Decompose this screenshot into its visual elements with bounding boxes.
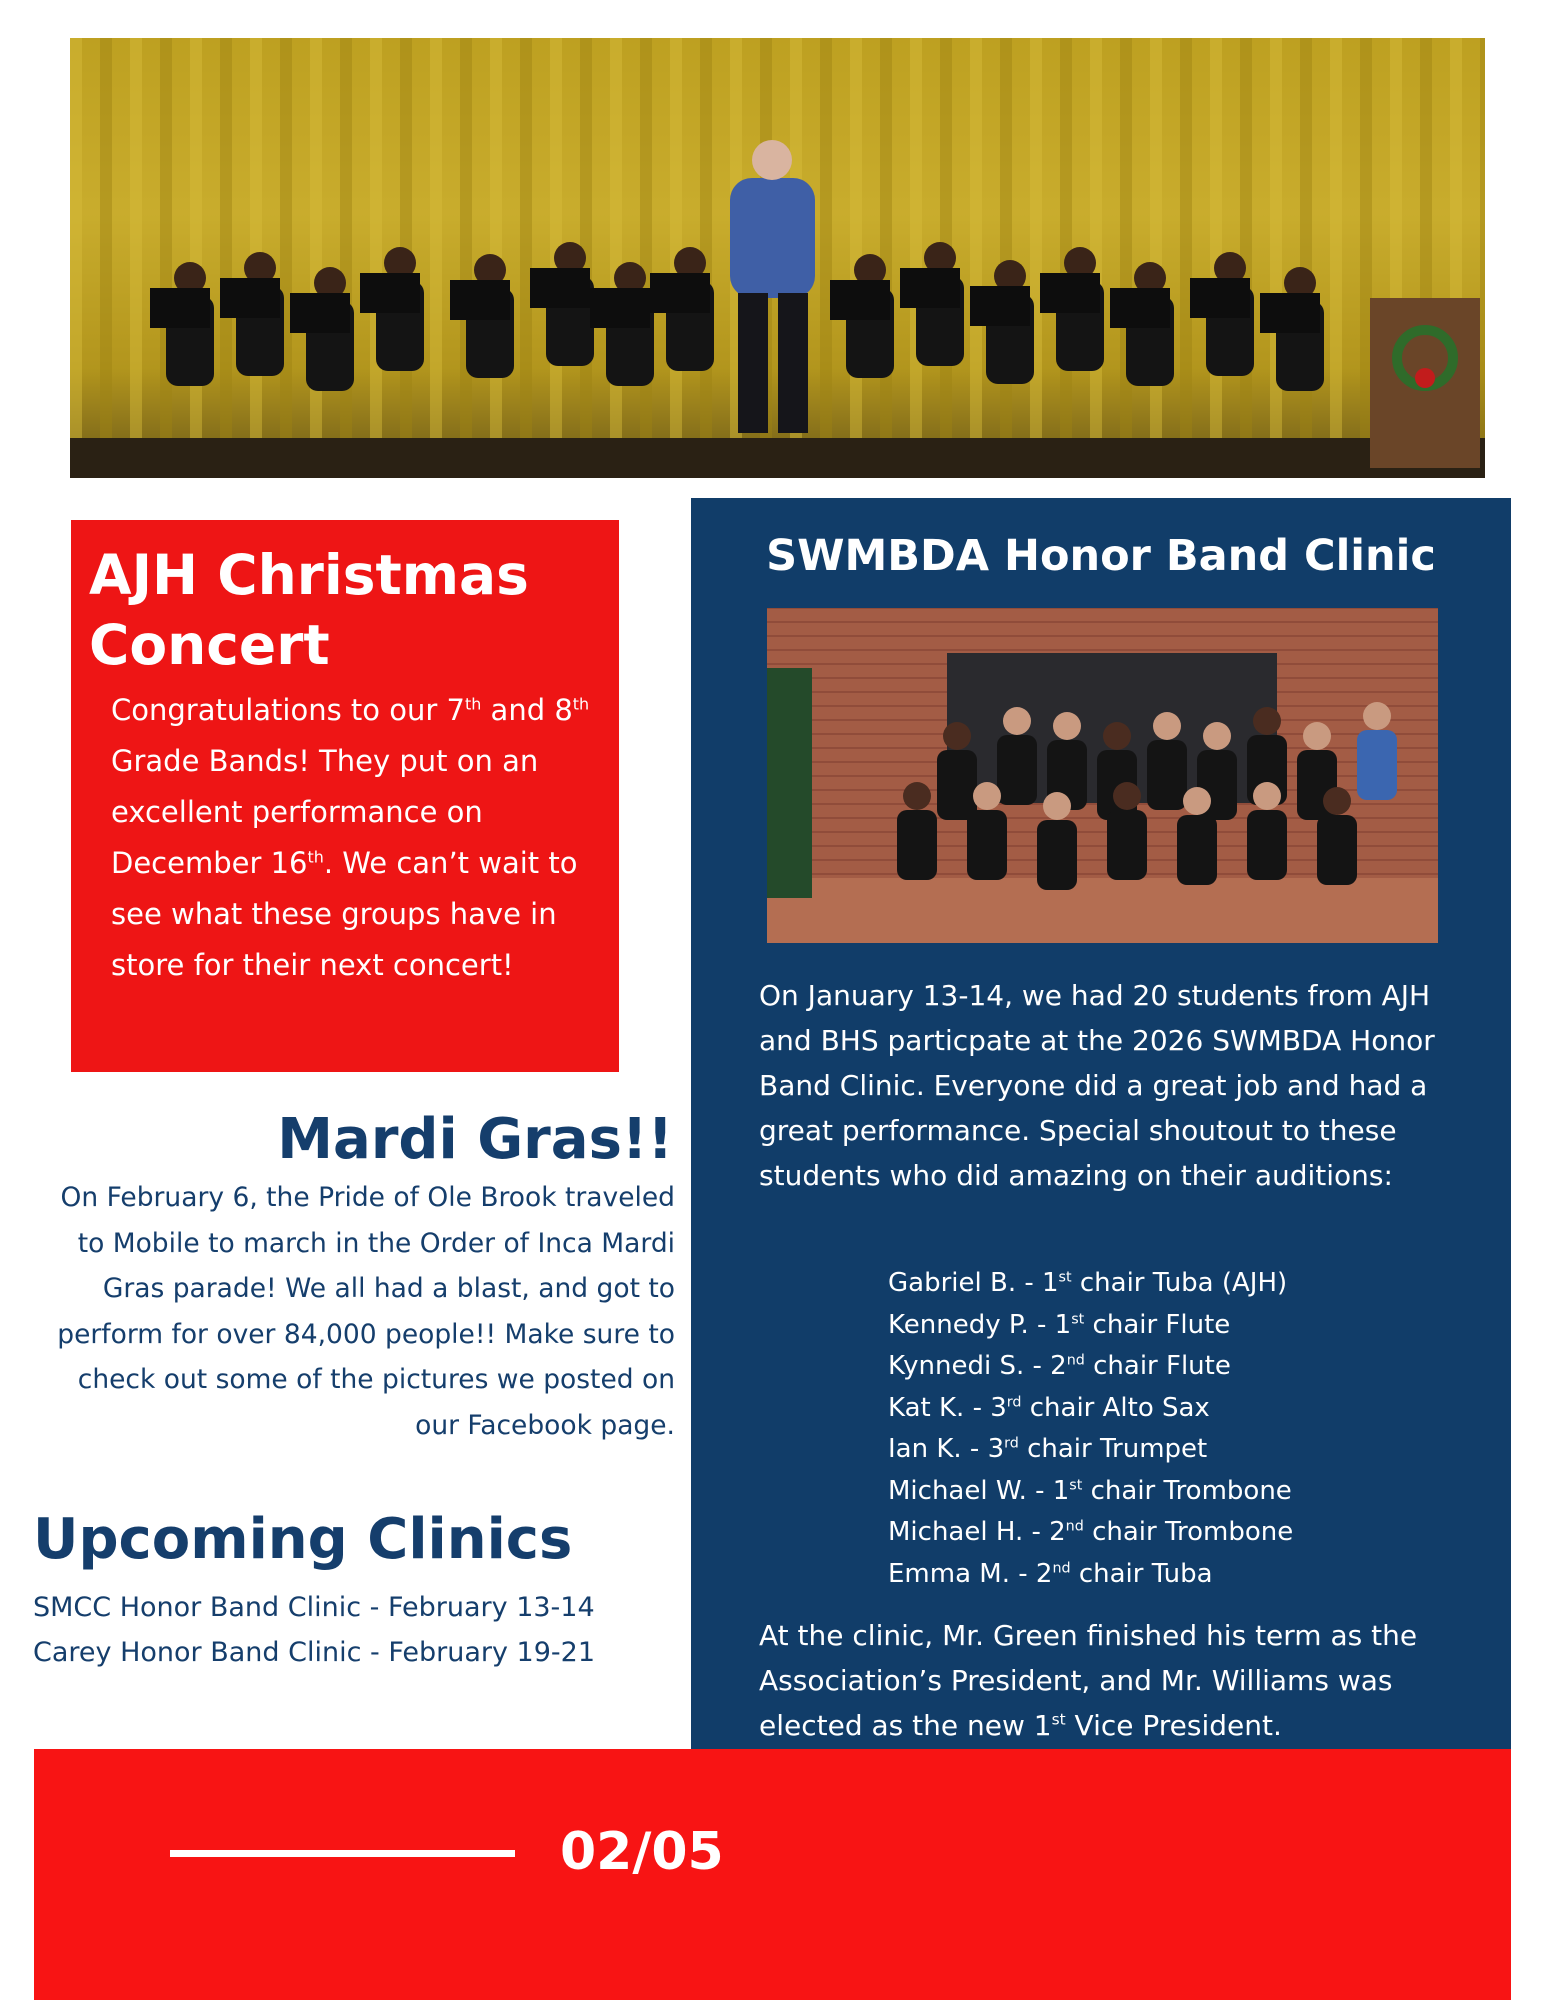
swmbda-panel bbox=[691, 498, 1511, 1785]
list-item: Michael W. - 1st chair Trombone bbox=[888, 1475, 1292, 1506]
list-item: Kynnedi S. - 2nd chair Flute bbox=[888, 1351, 1231, 1381]
page-number: 02/05 bbox=[560, 1822, 724, 1882]
list-item: Ian K. - 3rd chair Trumpet bbox=[888, 1434, 1208, 1464]
concert-title: AJH Christmas Concert bbox=[89, 543, 529, 677]
list-item: Emma M. - 2nd chair Tuba bbox=[888, 1558, 1213, 1589]
mardi-gras-body: On February 6, the Pride of Ole Brook traveled to Mobile to march in the Order of Inca Mardi Gras parade! We all had a blast, and got to perform for over 84,000 people!! Make sure to check out some of the pictures we posted on our Facebook page. bbox=[57, 1182, 675, 1441]
list-item: Gabriel B. - 1st chair Tuba (AJH) bbox=[888, 1268, 1288, 1298]
honor-band-group-photo bbox=[767, 608, 1438, 943]
concert-announcement-box bbox=[71, 520, 619, 1072]
footer-band bbox=[34, 1749, 1511, 2000]
list-item: Kat K. - 3rd chair Alto Sax bbox=[888, 1392, 1210, 1423]
list-item: Kennedy P. - 1st chair Flute bbox=[888, 1309, 1231, 1340]
podium-figure bbox=[1370, 298, 1480, 468]
upcoming-clinics-list bbox=[33, 1585, 673, 1675]
audition-results-list bbox=[888, 1263, 1448, 1595]
list-item: SMCC Honor Band Clinic - February 13-14 bbox=[33, 1592, 595, 1623]
swmbda-title: SWMBDA Honor Band Clinic bbox=[766, 531, 1436, 581]
list-item: Michael H. - 2nd chair Trombone bbox=[888, 1517, 1294, 1547]
concert-stage-photo bbox=[70, 38, 1485, 478]
upcoming-clinics-title: Upcoming Clinics bbox=[33, 1507, 573, 1572]
swmbda-closing: At the clinic, Mr. Green finished his term as the Association’s President, and Mr. Williams was elected as the new 1st Vice President. bbox=[759, 1619, 1418, 1742]
list-item: Carey Honor Band Clinic - February 19-21 bbox=[33, 1637, 596, 1668]
concert-body: Congratulations to our 7th and 8th Grade Bands! They put on an excellent performance on December 16th. We can’t wait to see what these groups have in store for their next concert! bbox=[111, 693, 590, 982]
mardi-gras-title: Mardi Gras!! bbox=[277, 1107, 673, 1172]
footer-divider bbox=[170, 1850, 515, 1857]
swmbda-intro: On January 13-14, we had 20 students from AJH and BHS particpate at the 2026 SWMBDA Honor Band Clinic. Everyone did a great job and had a great performance. Special shoutout to these students who did amazing on their auditions: bbox=[759, 979, 1435, 1192]
